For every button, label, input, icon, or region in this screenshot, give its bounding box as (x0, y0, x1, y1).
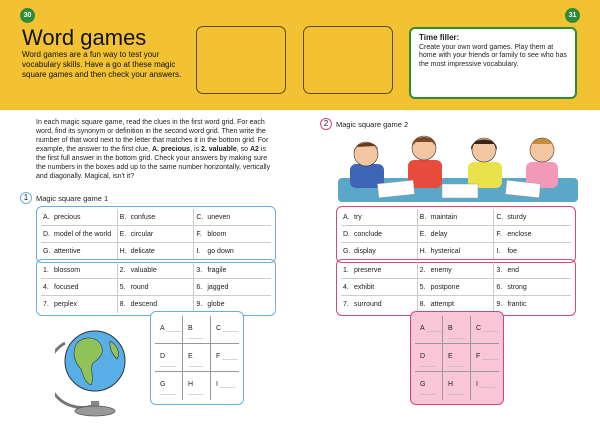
intro-text: Word games are a fun way to test your vocabulary skills. Have a go at these magic square games and then check your answers. (22, 50, 182, 79)
grid-cell (494, 279, 571, 296)
grid-cell (418, 209, 495, 226)
cell-label: E. (119, 231, 127, 238)
cell-label: C. (196, 214, 204, 221)
grid-cell (341, 243, 418, 260)
cell-label: 8. (419, 301, 426, 308)
game1-word-grid (36, 259, 276, 316)
answer-letter: H ____ (188, 381, 204, 395)
cell-word: display (354, 248, 376, 255)
answer-cell[interactable] (443, 344, 471, 372)
instr-bold: A2 (250, 146, 259, 153)
game1-title-text: Magic square game 1 (36, 193, 109, 203)
cell-word: precious (54, 214, 81, 221)
cell-label: A. (343, 214, 350, 221)
grid-cell (418, 243, 495, 260)
cell-word: perplex (54, 301, 77, 308)
page-number-left: 30 (20, 8, 35, 23)
cell-word: conclude (354, 231, 383, 238)
game2-word-grid (336, 259, 576, 316)
grid-cell (494, 243, 571, 260)
cell-label: F. (496, 231, 502, 238)
answer-letter: C ____ (216, 325, 239, 332)
cell-label: 1. (43, 267, 49, 274)
cell-label: H. (419, 248, 427, 255)
answer-letter: B ____ (188, 325, 204, 339)
answer-letter: D ____ (420, 353, 436, 367)
cell-label: 9. (196, 301, 203, 308)
cell-label: 4. (343, 284, 349, 291)
cell-label: E. (419, 231, 427, 238)
cell-word: globe (207, 301, 225, 308)
game2-clue-grid (336, 206, 576, 263)
game1-answer-grid (150, 311, 244, 405)
answer-letter: E ____ (188, 353, 204, 367)
answer-cell[interactable] (211, 316, 239, 344)
game1-number: 1 (20, 192, 32, 204)
answer-letter: I ____ (216, 381, 235, 388)
game2-title-text: Magic square game 2 (336, 119, 409, 129)
cell-label: D. (43, 231, 50, 238)
cell-word: valuable (130, 267, 157, 274)
answer-cell[interactable] (155, 344, 183, 372)
child-4 (526, 138, 558, 188)
cell-word: try (354, 214, 362, 221)
cell-label: I. (196, 248, 201, 255)
instructions (36, 118, 276, 181)
paper (442, 184, 478, 198)
answer-cell[interactable] (183, 344, 211, 372)
answer-cell[interactable] (155, 372, 183, 400)
cell-label: A. (43, 214, 50, 221)
answer-cell[interactable] (155, 316, 183, 344)
answer-letter: I ____ (476, 381, 495, 388)
cell-word: strong (507, 284, 527, 291)
game1-clue-grid (36, 206, 276, 263)
answer-cell[interactable] (415, 316, 443, 344)
instr-bold: A. precious (151, 146, 191, 153)
cell-label: 2. (119, 267, 126, 274)
answer-letter: H ____ (448, 381, 464, 395)
answer-letter: F ____ (216, 353, 238, 360)
cell-label: 2. (419, 267, 426, 274)
game2-answer-grid (410, 311, 504, 405)
answer-letter: G ____ (160, 381, 176, 395)
answer-cell[interactable] (211, 372, 239, 400)
grid-cell (194, 279, 271, 296)
grid-cell (418, 279, 495, 296)
answer-cell[interactable] (443, 316, 471, 344)
answer-letter: C ____ (476, 325, 499, 332)
cell-label: B. (419, 214, 427, 221)
cell-word: confuse (130, 214, 156, 221)
cell-word: focused (54, 284, 79, 291)
cell-word: attempt (430, 301, 455, 308)
answer-cell[interactable] (471, 372, 499, 400)
cell-label: C. (496, 214, 504, 221)
grid-cell (194, 262, 271, 279)
answer-cell[interactable] (183, 372, 211, 400)
cell-word: postpone (430, 284, 460, 291)
cell-label: 7. (43, 301, 49, 308)
cell-word: uneven (207, 214, 231, 221)
answer-cell[interactable] (183, 316, 211, 344)
cell-word: jagged (207, 284, 229, 291)
grid-cell (41, 296, 118, 313)
cell-word: descend (130, 301, 158, 308)
grid-cell (494, 296, 571, 313)
cell-label: F. (196, 231, 202, 238)
cell-word: bloom (207, 231, 227, 238)
grid-cell (494, 262, 571, 279)
grid-cell (418, 262, 495, 279)
answer-cell[interactable] (443, 372, 471, 400)
cell-label: G. (43, 248, 51, 255)
answer-cell[interactable] (471, 316, 499, 344)
grid-cell (341, 209, 418, 226)
children-illustration (338, 130, 578, 202)
cell-word: surround (354, 301, 382, 308)
answer-cell[interactable] (415, 372, 443, 400)
cell-word: maintain (430, 214, 458, 221)
globe-base (75, 406, 115, 416)
answer-letter: E ____ (448, 353, 464, 367)
cell-label: I. (496, 248, 501, 255)
grid-cell (194, 209, 271, 226)
grid-cell (341, 262, 418, 279)
cell-label: 3. (196, 267, 203, 274)
cell-label: H. (119, 248, 127, 255)
grid-cell (341, 226, 418, 243)
cell-word: attentive (54, 248, 81, 255)
grid-cell (194, 226, 271, 243)
cell-word: round (130, 284, 149, 291)
instr-text: is the first full answer in the bottom grid. Check your answers by making sure the numbers in the boxes add up to the same number horizontally, vertically and diagonally. Magical, isn't it? (36, 146, 271, 180)
answer-letter: F ____ (476, 353, 498, 360)
time-filler-text: Create your own word games. Play them at home with your friends or family to see who has the most impressive vocabulary. (419, 43, 567, 68)
cell-label: G. (343, 248, 351, 255)
instr-text: , so (236, 146, 250, 153)
grid-cell (341, 279, 418, 296)
cell-word: fragile (207, 267, 227, 274)
grid-cell (118, 226, 195, 243)
cell-label: D. (343, 231, 350, 238)
grid-cell (41, 209, 118, 226)
grid-cell (341, 296, 418, 313)
cell-label: 6. (496, 284, 503, 291)
cell-label: 7. (343, 301, 349, 308)
game2-title (320, 118, 408, 130)
grid-cell (41, 279, 118, 296)
child-1 (350, 142, 384, 188)
answer-cell[interactable] (415, 344, 443, 372)
cell-word: enclose (507, 231, 532, 238)
grid-cell (418, 226, 495, 243)
instr-text: , is (190, 146, 201, 153)
cell-label: 1. (343, 267, 349, 274)
cell-word: foe (507, 248, 518, 255)
cell-word: circular (130, 231, 154, 238)
cell-word: delay (430, 231, 448, 238)
globe-illustration (55, 313, 133, 419)
answer-letter: A ____ (160, 325, 182, 332)
cell-word: sturdy (507, 214, 527, 221)
grid-cell (41, 243, 118, 260)
game1-title (20, 192, 108, 204)
game2-number: 2 (320, 118, 332, 130)
grid-cell (118, 209, 195, 226)
time-filler-box (409, 27, 577, 99)
grid-cell (118, 243, 195, 260)
cell-label: 8. (119, 301, 126, 308)
cell-word: enemy (430, 267, 452, 274)
cell-word: blossom (54, 267, 81, 274)
answer-letter: A ____ (420, 325, 442, 332)
cell-word: delicate (130, 248, 155, 255)
placeholder-box (303, 26, 393, 94)
cell-label: 9. (496, 301, 503, 308)
cell-label: 5. (119, 284, 126, 291)
cell-word: go down (207, 248, 234, 255)
child-3 (468, 138, 502, 188)
grid-cell (118, 279, 195, 296)
page-title: Word games (22, 25, 147, 50)
cell-word: end (507, 267, 520, 274)
answer-cell[interactable] (211, 344, 239, 372)
cell-word: frantic (507, 301, 527, 308)
grid-cell (194, 243, 271, 260)
grid-cell (118, 262, 195, 279)
cell-word: exhibit (354, 284, 375, 291)
answer-cell[interactable] (471, 344, 499, 372)
answer-letter: D ____ (160, 353, 176, 367)
time-filler-heading: Time filler: (419, 33, 460, 42)
instr-bold: 2. valuable (200, 146, 237, 153)
grid-cell (494, 209, 571, 226)
cell-word: preserve (354, 267, 382, 274)
cell-label: 6. (196, 284, 203, 291)
grid-cell (41, 226, 118, 243)
answer-letter: G ____ (420, 381, 436, 395)
placeholder-box (196, 26, 286, 94)
cell-label: 4. (43, 284, 49, 291)
cell-word: hysterical (430, 248, 461, 255)
grid-cell (494, 226, 571, 243)
page-number-right: 31 (565, 8, 580, 23)
answer-letter: B ____ (448, 325, 464, 339)
cell-label: 5. (419, 284, 426, 291)
cell-label: 3. (496, 267, 503, 274)
cell-label: B. (119, 214, 127, 221)
cell-word: model of the world (54, 231, 112, 238)
grid-cell (41, 262, 118, 279)
instr-text: In each magic square game, read the clues in the first word grid. For each word, find its synonym or definition in the second word grid. Then write the number of that word next to the letter that matches it in the bottom grid. For example, the answer to the first clue, (36, 119, 269, 153)
